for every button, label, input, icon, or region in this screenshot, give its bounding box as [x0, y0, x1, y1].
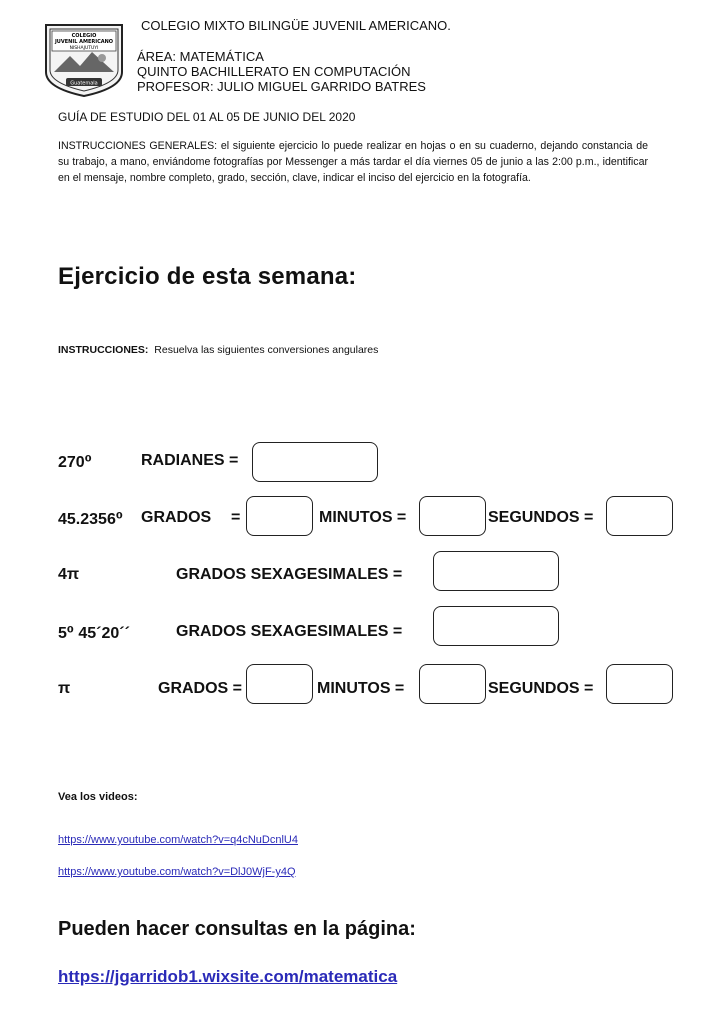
exercise-4-label: GRADOS SEXAGESIMALES =: [176, 623, 403, 640]
exercise-5-grados: GRADOS =: [158, 680, 243, 697]
video-link-2[interactable]: https://www.youtube.com/watch?v=DlJ0WjF-y4Q: [58, 866, 296, 878]
exercise-4-value: 5⁰ 45´20´´: [58, 625, 130, 642]
instructions-label: INSTRUCCIONES:: [58, 344, 149, 356]
answer-box-grados-2[interactable]: [246, 664, 313, 704]
exercise-2-segundos: SEGUNDOS =: [488, 509, 594, 526]
exercise-5-segundos: SEGUNDOS =: [488, 680, 594, 697]
instructions-line: [58, 344, 378, 356]
instructions-text: Resuelva las siguientes conversiones angulares: [154, 344, 379, 356]
answer-box-segundos-1[interactable]: [606, 496, 673, 536]
subject-area: ÁREA: MATEMÁTICA: [137, 49, 264, 64]
answer-box-radianes[interactable]: [252, 442, 378, 482]
exercise-2-grados: GRADOS: [141, 509, 212, 526]
exercise-5-minutos: MINUTOS =: [317, 680, 405, 697]
school-name: COLEGIO MIXTO BILINGÜE JUVENIL AMERICANO.: [141, 18, 451, 33]
guide-title: GUÍA DE ESTUDIO DEL 01 AL 05 DE JUNIO DEL 2020: [58, 110, 356, 124]
school-logo: [42, 22, 126, 98]
svg-text:NISHAJUTUYI: NISHAJUTUYI: [69, 46, 99, 51]
exercise-heading: Ejercicio de esta semana:: [58, 263, 357, 290]
answer-box-segundos-2[interactable]: [606, 664, 673, 704]
general-instructions: INSTRUCCIONES GENERALES: el siguiente ejercicio lo puede realizar en hojas o en su cuaderno, dejando constancia de su trabajo, a mano, enviándome fotografías por Messenger a más tardar el día viernes 05 de junio a las 2:00 p.m., identificar en el mensaje, nombre completo, grado, sección, clave, indicar el inciso del ejercicio en la fotografía.: [58, 140, 648, 184]
answer-box-minutos-1[interactable]: [419, 496, 486, 536]
videos-label: Vea los videos:: [58, 791, 138, 803]
answer-box-grados-1[interactable]: [246, 496, 313, 536]
exercise-2-value: 45.2356⁰: [58, 511, 123, 528]
exercise-2-minutos: MINUTOS =: [319, 509, 407, 526]
answer-box-sexagesimales-2[interactable]: [433, 606, 559, 646]
svg-text:Guatemala: Guatemala: [70, 80, 98, 87]
svg-text:COLEGIO: COLEGIO: [71, 33, 97, 39]
consult-heading: Pueden hacer consultas en la página:: [58, 918, 416, 940]
exercise-3-label: GRADOS SEXAGESIMALES =: [176, 566, 403, 583]
exercise-1-value: 270⁰: [58, 454, 92, 471]
svg-text:JUVENIL AMERICANO: JUVENIL AMERICANO: [54, 39, 114, 45]
exercise-1-label: RADIANES =: [141, 452, 239, 469]
teacher-name: PROFESOR: JULIO MIGUEL GARRIDO BATRES: [137, 79, 426, 94]
video-link-1[interactable]: https://www.youtube.com/watch?v=q4cNuDcnlU4: [58, 834, 298, 846]
exercise-5-value: π: [58, 680, 71, 697]
grade-label: QUINTO BACHILLERATO EN COMPUTACIÓN: [137, 64, 411, 79]
answer-box-minutos-2[interactable]: [419, 664, 486, 704]
consult-link[interactable]: https://jgarridob1.wixsite.com/matematica: [58, 967, 398, 986]
exercise-3-value: 4π: [58, 566, 80, 583]
answer-box-sexagesimales-1[interactable]: [433, 551, 559, 591]
exercise-2-eq: =: [231, 509, 241, 526]
